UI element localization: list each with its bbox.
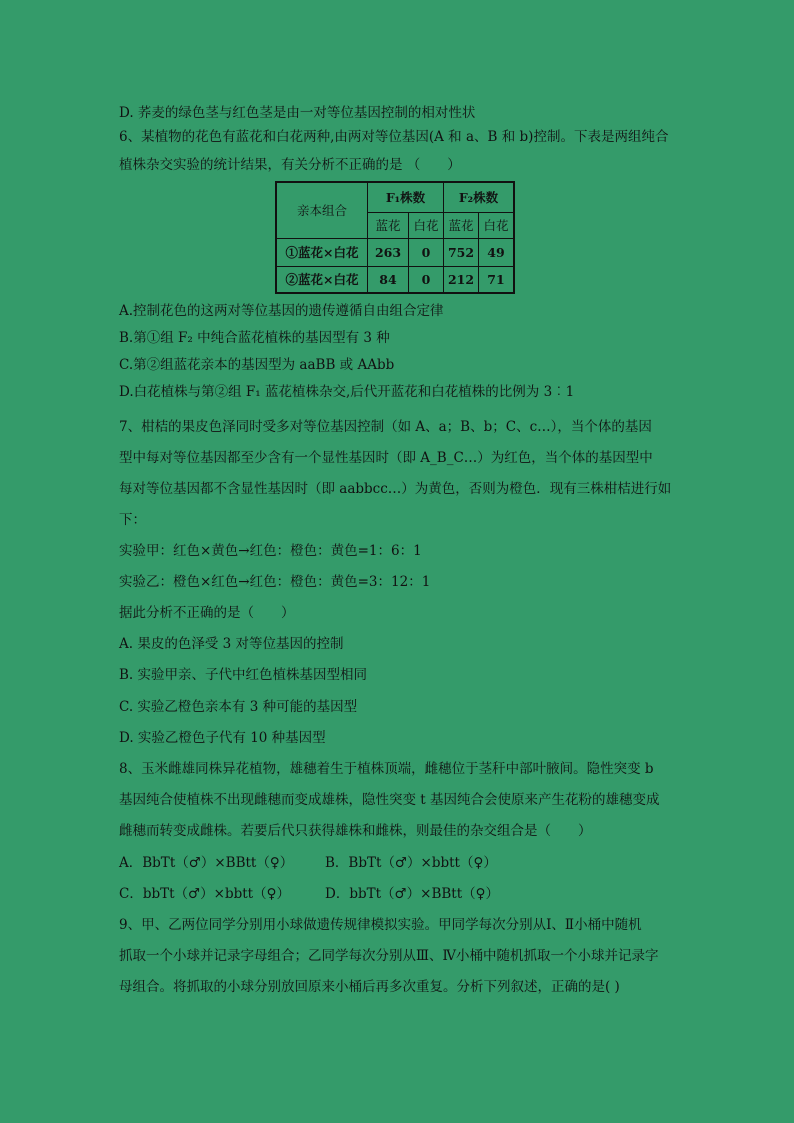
option-c-q7: C. 实验乙橙色亲本有 3 种可能的基因型: [119, 699, 358, 715]
option-c-q6: C.第②组蓝花亲本的基因型为 aaBB 或 AAbb: [119, 357, 395, 373]
question-9-stem-cont: 母组合。将抓取的小球分别放回原来小桶后再多次重复。分析下列叙述，正确的是( ): [119, 979, 620, 995]
question-7-stem: 7、柑桔的果皮色泽同时受多对等位基因控制（如 A、a；B、b；C、c…），当个体的基因: [119, 419, 652, 435]
question-6-stem-cont: 植株杂交实验的统计结果，有关分析不正确的是 （ ）: [119, 157, 461, 173]
question-8-stem: 8、玉米雌雄同株异花植物，雄穗着生于植株顶端，雌穗位于茎秆中部叶腋间。隐性突变 b: [119, 761, 654, 777]
table-subheader: 白花: [409, 212, 444, 238]
table-cell: 84: [368, 266, 409, 293]
table-row: [276, 266, 514, 293]
question-7-stem-cont: 下：: [119, 512, 146, 528]
option-d-q6: D.白花植株与第②组 F₁ 蓝花植株杂交,后代开蓝花和白花植株的比例为 3︰1: [119, 384, 575, 400]
question-7-stem-cont: 每对等位基因都不含显性基因时（即 aabbcc…）为黄色，否则为橙色．现有三株柑桔进行如: [119, 481, 672, 497]
table-cell: 212: [444, 266, 479, 293]
question-6-stem: 6、某植物的花色有蓝花和白花两种,由两对等位基因(A 和 a、B 和 b)控制。下表是两组纯合: [119, 129, 669, 145]
option-a-q7: A. 果皮的色泽受 3 对等位基因的控制: [119, 636, 344, 652]
table-header-f1: F₁株数: [368, 182, 444, 212]
table-cell: 49: [479, 238, 515, 266]
question-8-stem-cont: 雌穗而转变成雌株。若要后代只获得雄株和雌株，则最佳的杂交组合是（ ）: [119, 823, 592, 839]
question-7-stem-cont: 型中每对等位基因都至少含有一个显性基因时（即 A_B_C…）为红色，当个体的基因型中: [119, 450, 653, 466]
option-a-q8: A．BbTt（♂）×BBtt（♀）: [119, 855, 294, 871]
table-cell: 71: [479, 266, 515, 293]
option-b-q7: B. 实验甲亲、子代中红色植株基因型相同: [119, 667, 368, 683]
option-d-q5: D. 荞麦的绿色茎与红色茎是由一对等位基因控制的相对性状: [119, 105, 476, 121]
table-row-label: ①蓝花×白花: [276, 238, 368, 266]
option-b-q8: B．BbTt（♂）×bbtt（♀）: [325, 855, 497, 871]
option-d-q8: D．bbTt（♂）×BBtt（♀）: [325, 886, 500, 902]
experiment-a: 实验甲：红色×黄色→红色：橙色：黄色=1：6：1: [119, 543, 422, 559]
table-header-parent: 亲本组合: [276, 182, 368, 238]
table-cell: 752: [444, 238, 479, 266]
question-9-stem: 9、甲、乙两位同学分别用小球做遗传规律模拟实验。甲同学每次分别从Ⅰ、Ⅱ小桶中随机: [119, 917, 642, 933]
option-a-q6: A.控制花色的这两对等位基因的遗传遵循自由组合定律: [119, 303, 444, 319]
table-subheader: 蓝花: [444, 212, 479, 238]
table-header-f2: F₂株数: [444, 182, 515, 212]
table-subheader: 蓝花: [368, 212, 409, 238]
experiment-b: 实验乙：橙色×红色→红色：橙色：黄色=3：12：1: [119, 574, 431, 590]
question-8-stem-cont: 基因纯合使植株不出现雌穗而变成雄株，隐性突变 t 基因纯合会使原来产生花粉的雄穗变成: [119, 792, 660, 808]
option-c-q8: C．bbTt（♂）×bbtt（♀）: [119, 886, 290, 902]
table-subheader: 白花: [479, 212, 515, 238]
table-row-label: ②蓝花×白花: [276, 266, 368, 293]
question-9-stem-cont: 抓取一个小球并记录字母组合；乙同学每次分别从Ⅲ、Ⅳ小桶中随机抓取一个小球并记录字: [119, 948, 659, 964]
question-7-prompt: 据此分析不正确的是（ ）: [119, 605, 295, 621]
cross-result-table: [275, 181, 515, 294]
table-cell: 0: [409, 238, 444, 266]
table-cell: 0: [409, 266, 444, 293]
option-d-q7: D. 实验乙橙色子代有 10 种基因型: [119, 730, 326, 746]
option-b-q6: B.第①组 F₂ 中纯合蓝花植株的基因型有 3 种: [119, 330, 390, 346]
table-row: [276, 238, 514, 266]
table-cell: 263: [368, 238, 409, 266]
